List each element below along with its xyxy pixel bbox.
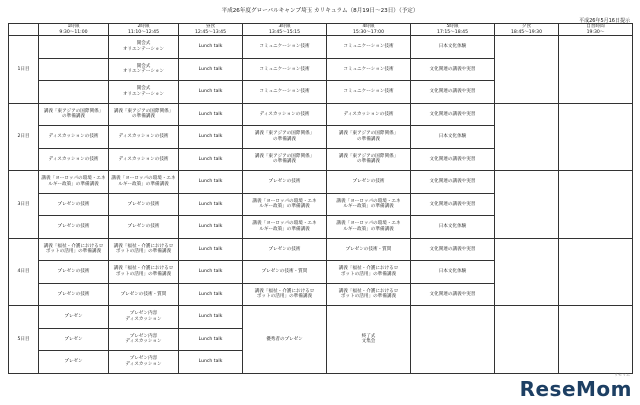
cell-text: Lunch talk: [198, 89, 223, 95]
day-label: 5日目: [9, 306, 39, 374]
dinner-cell: [495, 306, 559, 374]
period-2-cell: [109, 261, 179, 284]
header-period-7: [495, 24, 559, 36]
period-4-cell: [327, 58, 411, 81]
cell-text: プレゼンの技術: [268, 179, 301, 185]
period-4-cell: [327, 216, 411, 239]
period-2-cell: [109, 36, 179, 59]
lunch-cell: [179, 171, 243, 194]
cell-text: Lunch talk: [198, 291, 223, 297]
cell-text: 講義「福祉・介護におけるロ ボットの活用」の準備講義: [338, 288, 399, 300]
cell-text: プレゼンの技術: [57, 201, 90, 207]
period-5-cell: [411, 261, 495, 284]
period-time: 15:30〜17:00: [352, 29, 385, 35]
cell-text: コミュニケーション技術: [259, 44, 310, 50]
cell-text: 講義「ヨーロッパの環境・エネ ルギー政策」の準備講義: [111, 176, 176, 187]
schedule-row: [9, 306, 633, 329]
cell-text: Lunch talk: [198, 246, 223, 252]
header-corner: [9, 24, 39, 36]
day-label: 2日目: [9, 103, 39, 171]
cell-text: Lunch talk: [198, 156, 223, 162]
cell-text: ディスカッションの技術: [343, 111, 394, 117]
cell-text: 講義「ヨーロッパの環境・エネ ルギー政策」の準備講義: [252, 198, 317, 210]
cell-text: 講義「東アジアの国際関係」 の準備講義: [338, 153, 399, 165]
schedule-row: [9, 103, 633, 126]
study-cell: [559, 238, 633, 306]
cell-text: Lunch talk: [198, 201, 223, 207]
period-2-cell: [109, 81, 179, 104]
period-4-cell: [327, 126, 411, 149]
cell-text: 講義「東アジアの国際関係」 の準備講義: [254, 131, 315, 142]
period-1-cell: [39, 306, 109, 329]
cell-text: Lunch talk: [198, 66, 223, 72]
period-1-cell: [39, 216, 109, 239]
cell-text: 講義「福祉・介護におけるロ ボットの活用」の準備講義: [43, 243, 104, 255]
period-2-cell: [109, 103, 179, 126]
header-period-1: [39, 24, 109, 36]
header-period-2: [109, 24, 179, 36]
period-5-cell: [411, 238, 495, 261]
period-1-cell: [39, 81, 109, 104]
curriculum-table: [8, 23, 633, 374]
cell-text: 講義「ヨーロッパの環境・エネ ルギー政策」の準備講義: [41, 176, 106, 187]
cell-text: プレゼンの技術: [57, 269, 90, 275]
period-1-cell: [39, 193, 109, 216]
cell-text: 文化関連の講義や実習: [429, 179, 476, 185]
cell-text: 講義「ヨーロッパの環境・エネ ルギー政策」の準備講義: [252, 221, 317, 232]
cell-text: Lunch talk: [198, 336, 223, 342]
period-2-cell: [109, 193, 179, 216]
period-label: 自習時間: [586, 24, 605, 29]
cell-text: 講義「東アジアの国際関係」 の準備講義: [43, 108, 104, 120]
lunch-cell: [179, 36, 243, 59]
cell-text: 文化関連の講義や実習: [429, 111, 476, 117]
cell-text: コミュニケーション技術: [343, 89, 394, 95]
cell-text: 講義「福祉・介護におけるロ ボットの活用」の準備講義: [113, 243, 174, 255]
cell-text: 開会式 オリエンテーション: [122, 41, 165, 52]
period-2-cell: [109, 328, 179, 351]
period-3-cell: [243, 283, 327, 306]
cell-text: 開会式 オリエンテーション: [122, 63, 165, 75]
period-2-cell: [109, 171, 179, 194]
period-time: 18:45〜19:30: [510, 29, 543, 35]
period-time: 11:10〜12:45: [127, 29, 160, 35]
cell-text: プレゼンの技術・質問: [120, 291, 167, 297]
dinner-cell: [495, 171, 559, 239]
cell-text: コミュニケーション技術: [343, 66, 394, 72]
lunch-cell: [179, 193, 243, 216]
resemom-watermark: [519, 372, 632, 401]
cell-text: プレゼンの技術: [127, 224, 160, 230]
period-label: 4時限: [362, 24, 375, 29]
cell-text: コミュニケーション技術: [259, 89, 310, 95]
study-cell: [559, 36, 633, 104]
cell-text: 講義「福祉・介護におけるロ ボットの活用」の準備講義: [113, 266, 174, 277]
cell-text: プレゼンの技術: [352, 179, 385, 185]
cell-text: ディスカッションの技術: [118, 134, 169, 140]
lunch-cell: [179, 238, 243, 261]
study-cell: [559, 171, 633, 239]
period-4-cell: [327, 148, 411, 171]
period-5-cell: [411, 148, 495, 171]
lunch-cell: [179, 261, 243, 284]
day-label: 1日目: [9, 36, 39, 104]
lunch-cell: [179, 148, 243, 171]
study-cell: [559, 306, 633, 374]
period-1-cell: [39, 103, 109, 126]
cell-text: 講義「東アジアの国際関係」 の準備講義: [254, 153, 315, 165]
lunch-cell: [179, 328, 243, 351]
day-label: 4日目: [9, 238, 39, 306]
cell-text: コミュニケーション技術: [259, 66, 310, 72]
merged-closing-cell: [327, 306, 411, 374]
cell-text: ディスカッションの技術: [48, 134, 99, 140]
dinner-cell: [495, 36, 559, 104]
period-label: 5時限: [446, 24, 459, 29]
period-5-cell: [411, 103, 495, 126]
period-label: 1時限: [67, 24, 80, 29]
day-label: 3日目: [9, 171, 39, 239]
period-4-cell: [327, 261, 411, 284]
cell-text: 終了式 文集会: [361, 333, 376, 345]
cell-text: プレゼン内容 ディスカッション: [125, 356, 162, 367]
cell-text: ディスカッションの技術: [259, 111, 310, 117]
study-cell: [559, 103, 633, 171]
period-1-cell: [39, 238, 109, 261]
lunch-cell: [179, 103, 243, 126]
cell-text: Lunch talk: [198, 134, 223, 140]
period-4-cell: [327, 193, 411, 216]
period-5-cell: [411, 171, 495, 194]
watermark-brand: ReseMom: [519, 377, 632, 401]
period-time: 9:30〜11:00: [59, 29, 88, 35]
watermark-sub: リセマム: [614, 372, 630, 377]
period-time: 13:45〜15:15: [268, 29, 301, 35]
period-3-cell: [243, 261, 327, 284]
period-4-cell: [327, 238, 411, 261]
period-1-cell: [39, 171, 109, 194]
period-3-cell: [243, 126, 327, 149]
period-1-cell: [39, 36, 109, 59]
cell-text: プレゼンの技術: [127, 201, 160, 207]
cell-text: Lunch talk: [198, 314, 223, 320]
header-row: [9, 24, 633, 36]
cell-text: Lunch talk: [198, 44, 223, 50]
cell-text: 文化関連の講義や実習: [429, 201, 476, 207]
lunch-cell: [179, 81, 243, 104]
cell-text: ディスカッションの技術: [118, 156, 169, 162]
period-4-cell: [327, 81, 411, 104]
period-label: 2時限: [137, 24, 150, 29]
period-4-cell: [327, 103, 411, 126]
cell-text: ディスカッションの技術: [48, 156, 99, 162]
period-2-cell: [109, 351, 179, 374]
period-label: 夕食: [521, 24, 532, 29]
cell-text: プレゼンの技術: [57, 224, 90, 230]
cell-text: 文化関連の講義や実習: [429, 89, 476, 95]
period-1-cell: [39, 283, 109, 306]
schedule-row: [9, 36, 633, 59]
cell-text: 講義「福祉・介護におけるロ ボットの活用」の準備講義: [254, 288, 315, 300]
period-1-cell: [39, 328, 109, 351]
cell-text: 講義「東アジアの国際関係」 の準備講義: [113, 108, 174, 120]
cell-text: コミュニケーション技術: [343, 44, 394, 50]
lunch-cell: [179, 216, 243, 239]
cell-text: Lunch talk: [198, 179, 223, 185]
document-title: 平成26年度グローバルキャンプ埼玉 カリキュラム（8月19日〜23日）（予定）: [221, 8, 419, 14]
cell-text: 文化関連の講義や実習: [429, 156, 476, 162]
period-5-cell: [411, 58, 495, 81]
period-5-cell: [411, 283, 495, 306]
period-3-cell: [243, 216, 327, 239]
period-time: 12:45〜13:45: [194, 29, 227, 35]
period-3-cell: [243, 238, 327, 261]
cell-text: 講義「ヨーロッパの環境・エネ ルギー政策」の準備講義: [336, 198, 401, 210]
cell-text: プレゼンの技術: [57, 291, 90, 297]
period-3-cell: [243, 103, 327, 126]
period-2-cell: [109, 216, 179, 239]
period-3-cell: [243, 193, 327, 216]
cell-text: Lunch talk: [198, 359, 223, 365]
dinner-cell: [495, 103, 559, 171]
cell-text: 優秀者のプレゼン: [266, 336, 303, 342]
header-period-4: [243, 24, 327, 36]
period-4-cell: [327, 171, 411, 194]
period-5-cell: [411, 36, 495, 59]
cell-text: プレゼン: [64, 314, 83, 320]
cell-text: 日本文化体験: [438, 269, 467, 275]
period-2-cell: [109, 306, 179, 329]
cell-text: 講義「東アジアの国際関係」 の準備講義: [338, 131, 399, 142]
period-5-cell: [411, 126, 495, 149]
cell-text: 日本文化体験: [438, 134, 467, 140]
cell-text: 日本文化体験: [438, 224, 467, 230]
schedule-row: [9, 171, 633, 194]
period-time: 19:30〜: [586, 29, 605, 35]
period-5-cell: [411, 81, 495, 104]
period-3-cell: [243, 171, 327, 194]
cell-text: プレゼン内容 ディスカッション: [125, 333, 162, 345]
period-1-cell: [39, 351, 109, 374]
cell-text: 講義「ヨーロッパの環境・エネ ルギー政策」の準備講義: [336, 221, 401, 232]
period-4-cell: [327, 283, 411, 306]
period-time: 17:15〜18:45: [436, 29, 469, 35]
period-3-cell: [243, 36, 327, 59]
period-5-cell: [411, 193, 495, 216]
period-2-cell: [109, 148, 179, 171]
period-5-cell: [411, 216, 495, 239]
period-2-cell: [109, 58, 179, 81]
period-3-cell: [243, 81, 327, 104]
cell-text: プレゼン: [64, 359, 83, 365]
cell-text: Lunch talk: [198, 224, 223, 230]
schedule-row: [9, 238, 633, 261]
header-period-5: [327, 24, 411, 36]
cell-text: プレゼンの技術・質問: [345, 246, 392, 252]
dinner-cell: [495, 238, 559, 306]
merged-presentation-cell: [243, 306, 327, 374]
lunch-cell: [179, 58, 243, 81]
cell-text: Lunch talk: [198, 269, 223, 275]
cell-text: プレゼンの技術・質問: [261, 269, 308, 275]
header-period-8: [559, 24, 633, 36]
lunch-cell: [179, 126, 243, 149]
period-1-cell: [39, 148, 109, 171]
cell-text: 日本文化体験: [438, 44, 467, 50]
cell-text: 講義「福祉・介護におけるロ ボットの活用」の準備講義: [338, 266, 399, 277]
period-label: 3時限: [278, 24, 291, 29]
cell-text: プレゼン: [64, 336, 83, 342]
cell-text: 文化関連の講義や実習: [429, 291, 476, 297]
header-period-6: [411, 24, 495, 36]
cell-text: Lunch talk: [198, 111, 223, 117]
date-note: 平成26年5月16日提示: [579, 18, 630, 24]
period-4-cell: [327, 36, 411, 59]
cell-text: プレゼンの技術: [268, 246, 301, 252]
period-3-cell: [243, 148, 327, 171]
period-5-cell: [411, 306, 495, 374]
header-period-3: [179, 24, 243, 36]
period-label: 昼食: [205, 24, 216, 29]
period-1-cell: [39, 58, 109, 81]
period-2-cell: [109, 126, 179, 149]
period-2-cell: [109, 238, 179, 261]
period-3-cell: [243, 58, 327, 81]
cell-text: 文化関連の講義や実習: [429, 66, 476, 72]
lunch-cell: [179, 351, 243, 374]
lunch-cell: [179, 283, 243, 306]
period-2-cell: [109, 283, 179, 306]
cell-text: 開会式 オリエンテーション: [122, 86, 165, 97]
cell-text: プレゼン内容 ディスカッション: [125, 311, 162, 322]
lunch-cell: [179, 306, 243, 329]
period-1-cell: [39, 261, 109, 284]
period-1-cell: [39, 126, 109, 149]
cell-text: 文化関連の講義や実習: [429, 246, 476, 252]
